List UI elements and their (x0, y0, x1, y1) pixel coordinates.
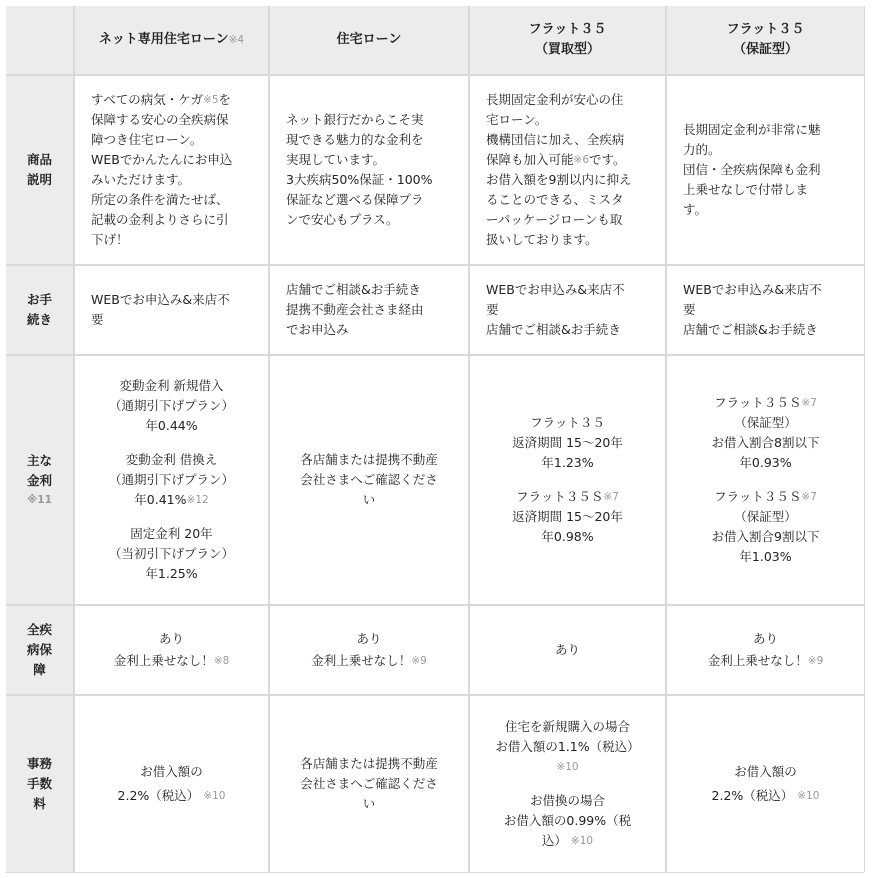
rate-value: 年0.44% (145, 418, 198, 433)
rate-value: 年0.98% (541, 529, 594, 544)
cell-description-flat35-guarantee (667, 76, 864, 264)
text-line: 要 (486, 302, 499, 317)
text-line: 現できる魅力的な金利を (286, 132, 424, 147)
cell-rates-flat35-guarantee (667, 356, 864, 604)
text-line: あり (752, 631, 778, 646)
text-line: お借入額の (734, 764, 797, 779)
text-line: WEBでお申込み&来店不 (683, 282, 822, 297)
cell-procedure-flat35-purchase (470, 266, 665, 354)
cell-description-housing (270, 76, 468, 264)
text-line: WEBでお申込み&来店不 (486, 282, 625, 297)
footnote-mark: ※10 (556, 761, 579, 773)
text-line: 扱いしております。 (486, 232, 598, 247)
text-line: みいただけます。 (91, 172, 191, 187)
grid-line (6, 264, 864, 266)
text-line: 込） (541, 833, 567, 848)
text-line: 記載の金利よりさらに引 (91, 212, 229, 227)
cell-procedure-net (75, 266, 268, 354)
text-line: （当初引下げプラン） (108, 546, 234, 561)
row-header-text: 手数 (26, 776, 52, 791)
fee-value: お借入額の0.99%（税 (503, 813, 632, 828)
text-line: 実現しています。 (286, 152, 386, 167)
cell-fees-housing (270, 696, 468, 872)
header-corner (6, 6, 73, 74)
rate-value: 年1.25% (145, 566, 198, 581)
row-header-text: 事務 (26, 756, 52, 771)
cell-procedure-flat35-guarantee (667, 266, 864, 354)
text-line: 長期固定金利が非常に魅 (683, 122, 821, 137)
text-line: い (362, 492, 376, 507)
footnote-mark: ※7 (603, 491, 619, 503)
row-header-text: 全疾 (26, 622, 52, 637)
footnote-mark: ※5 (203, 94, 219, 106)
text-line: 会社さまへご確認くださ (300, 472, 438, 487)
text-line: 保障も加入可能 (486, 152, 574, 167)
cell-insurance-housing (270, 606, 468, 694)
footnote-mark: ※9 (411, 655, 427, 667)
header-net-loan-note: ※4 (228, 34, 245, 46)
cell-procedure-housing (270, 266, 468, 354)
text-line: 要 (91, 312, 104, 327)
text-line: 力的。 (683, 142, 721, 157)
text-line: 会社さまへご確認くださ (300, 776, 438, 791)
row-header-insurance (6, 606, 73, 694)
text-line: 変動金利 借換え (125, 452, 218, 467)
grid-line (6, 872, 864, 873)
text-line: 所定の条件を満たせば、 (91, 192, 229, 207)
row-header-note: ※11 (27, 494, 52, 506)
text-line: お借換の場合 (529, 793, 605, 808)
text-line: ンで安心もプラス。 (286, 212, 399, 227)
grid-line (6, 604, 864, 606)
grid-line (6, 74, 864, 76)
grid-line (6, 354, 864, 356)
footnote-mark: ※10 (570, 835, 594, 847)
cell-description-flat35-purchase (470, 76, 665, 264)
header-flat35-guarantee-line2: （保証型） (732, 42, 798, 57)
grid-line (468, 6, 470, 872)
cell-fees-net (75, 696, 268, 872)
text-line: すべての病気・ケガ (91, 92, 204, 107)
text-line: 固定金利 20年 (130, 526, 213, 541)
text-line: 機構団信に加え、全疾病 (486, 132, 625, 147)
cell-description-net (75, 76, 268, 264)
text-line: 障つき住宅ローン。 (91, 132, 203, 147)
footnote-mark: ※7 (801, 397, 817, 409)
text-line: 金利上乗せなし！ (311, 653, 412, 668)
text-line: ることのできる、ミスタ (486, 192, 624, 207)
text-line: 長期固定金利が安心の住 (486, 92, 624, 107)
text-line: あり (554, 642, 580, 657)
footnote-mark: ※10 (203, 790, 226, 802)
text-line: ネット銀行だからこそ実 (286, 112, 424, 127)
cell-fees-flat35-guarantee (667, 696, 864, 872)
text-line: （保証型） (734, 509, 797, 524)
text-line: 上乗せなしで付帯しま (683, 182, 809, 197)
text-line: い (362, 796, 376, 811)
text-line: お借入額を9割以内に抑え (486, 172, 632, 187)
text-line: 返済期間 15～20年 (512, 435, 623, 450)
row-header-text: お手 (26, 292, 52, 307)
text-line: 各店舗または提携不動産 (300, 756, 438, 771)
text-line: 店舗でご相談&お手続き (486, 322, 621, 337)
row-header-text: 説明 (26, 172, 52, 187)
text-line: 変動金利 新規借入 (119, 378, 224, 393)
cell-rates-net (75, 356, 268, 604)
text-line: 住宅を新規購入の場合 (504, 719, 630, 734)
text-line: あり (356, 631, 382, 646)
text-line: 保証など選べる保障プラ (286, 192, 424, 207)
header-housing-loan (270, 6, 468, 74)
text-line: フラット３５Ｓ (714, 489, 802, 504)
footnote-mark: ※10 (797, 790, 820, 802)
row-header-rates (6, 356, 73, 604)
text-line: す。 (683, 202, 708, 217)
cell-rates-housing (270, 356, 468, 604)
header-housing-loan-label: 住宅ローン (336, 32, 402, 47)
header-flat35-guarantee-line1: フラット３５ (726, 22, 805, 37)
text-line: 要 (683, 302, 696, 317)
text-line: WEBでかんたんにお申込 (91, 152, 233, 167)
fee-value: お借入額の1.1%（税込） (495, 739, 640, 754)
row-header-text: 金利 (26, 473, 52, 488)
text-line: フラット３５Ｓ (714, 395, 802, 410)
text-line: 金利上乗せなし！ (707, 653, 808, 668)
text-line: あり (158, 631, 184, 646)
row-header-text: 続き (26, 312, 52, 327)
text-line: 金利上乗せなし！ (113, 653, 214, 668)
header-net-loan (75, 6, 268, 74)
footnote-mark: ※7 (801, 491, 817, 503)
row-header-text: 商品 (26, 152, 52, 167)
footnote-mark: ※6 (573, 154, 589, 166)
text-line: 3大疾病50%保証・100% (286, 172, 433, 187)
grid-line (665, 6, 667, 872)
text-line: お借入割合9割以下 (711, 529, 820, 544)
footnote-mark: ※9 (807, 655, 824, 667)
row-header-procedure (6, 266, 73, 354)
text-line: でお申込み (286, 322, 349, 337)
row-header-text: 障 (33, 662, 46, 677)
header-flat35-purchase-line2: （買取型） (534, 42, 600, 57)
cell-insurance-flat35-guarantee (667, 606, 864, 694)
fee-value: 2.2%（税込） (117, 788, 200, 803)
row-header-text: 主な (26, 453, 52, 468)
text-line: 下げ！ (91, 232, 129, 247)
cell-insurance-net (75, 606, 268, 694)
rate-value: 年0.93% (739, 455, 792, 470)
footnote-mark: ※12 (186, 494, 209, 506)
header-net-loan-label: ネット専用住宅ローン (98, 32, 229, 47)
row-header-description (6, 76, 73, 264)
text-line: です。 (589, 152, 626, 167)
fee-value: 2.2%（税込） (711, 788, 794, 803)
text-line: 提携不動産会社さま経由 (286, 302, 424, 317)
row-header-text: 料 (33, 796, 46, 811)
text-line: 保障する安心の全疾病保 (91, 112, 229, 127)
text-line: フラット３５ (530, 415, 605, 430)
text-line: （通期引下げプラン） (108, 398, 234, 413)
text-line: 返済期間 15～20年 (512, 509, 623, 524)
footnote-mark: ※8 (213, 655, 230, 667)
text-line: 各店舗または提携不動産 (300, 452, 438, 467)
rate-value: 年1.03% (739, 549, 792, 564)
text-line: お借入額の (140, 764, 203, 779)
grid-line (6, 694, 864, 696)
rate-value: 年1.23% (541, 455, 594, 470)
cell-insurance-flat35-purchase (470, 606, 665, 694)
cell-fees-flat35-purchase (470, 696, 665, 872)
row-header-fees (6, 696, 73, 872)
text-line: 宅ローン。 (486, 112, 548, 127)
text-line: お借入割合8割以下 (711, 435, 820, 450)
grid-line (268, 6, 270, 872)
text-line: （保証型） (734, 415, 797, 430)
text-line: 店舗でご相談&お手続き (683, 322, 818, 337)
text-line: ーパッケージローンも取 (486, 212, 623, 227)
text-line: フラット３５Ｓ (516, 489, 604, 504)
rate-value: 年0.41% (134, 492, 187, 507)
cell-rates-flat35-purchase (470, 356, 665, 604)
text-line: 団信・全疾病保障も金利 (683, 162, 821, 177)
header-flat35-purchase (470, 6, 665, 74)
text-line: 店舗でご相談&お手続き (286, 282, 421, 297)
text-line: WEBでお申込み&来店不 (91, 292, 230, 307)
row-header-text: 病保 (26, 642, 52, 657)
header-flat35-purchase-line1: フラット３５ (528, 22, 607, 37)
text-line: （通期引下げプラン） (108, 472, 234, 487)
text-line: を (218, 92, 232, 107)
grid-line (73, 6, 75, 872)
header-flat35-guarantee (667, 6, 864, 74)
grid-line (864, 6, 865, 872)
